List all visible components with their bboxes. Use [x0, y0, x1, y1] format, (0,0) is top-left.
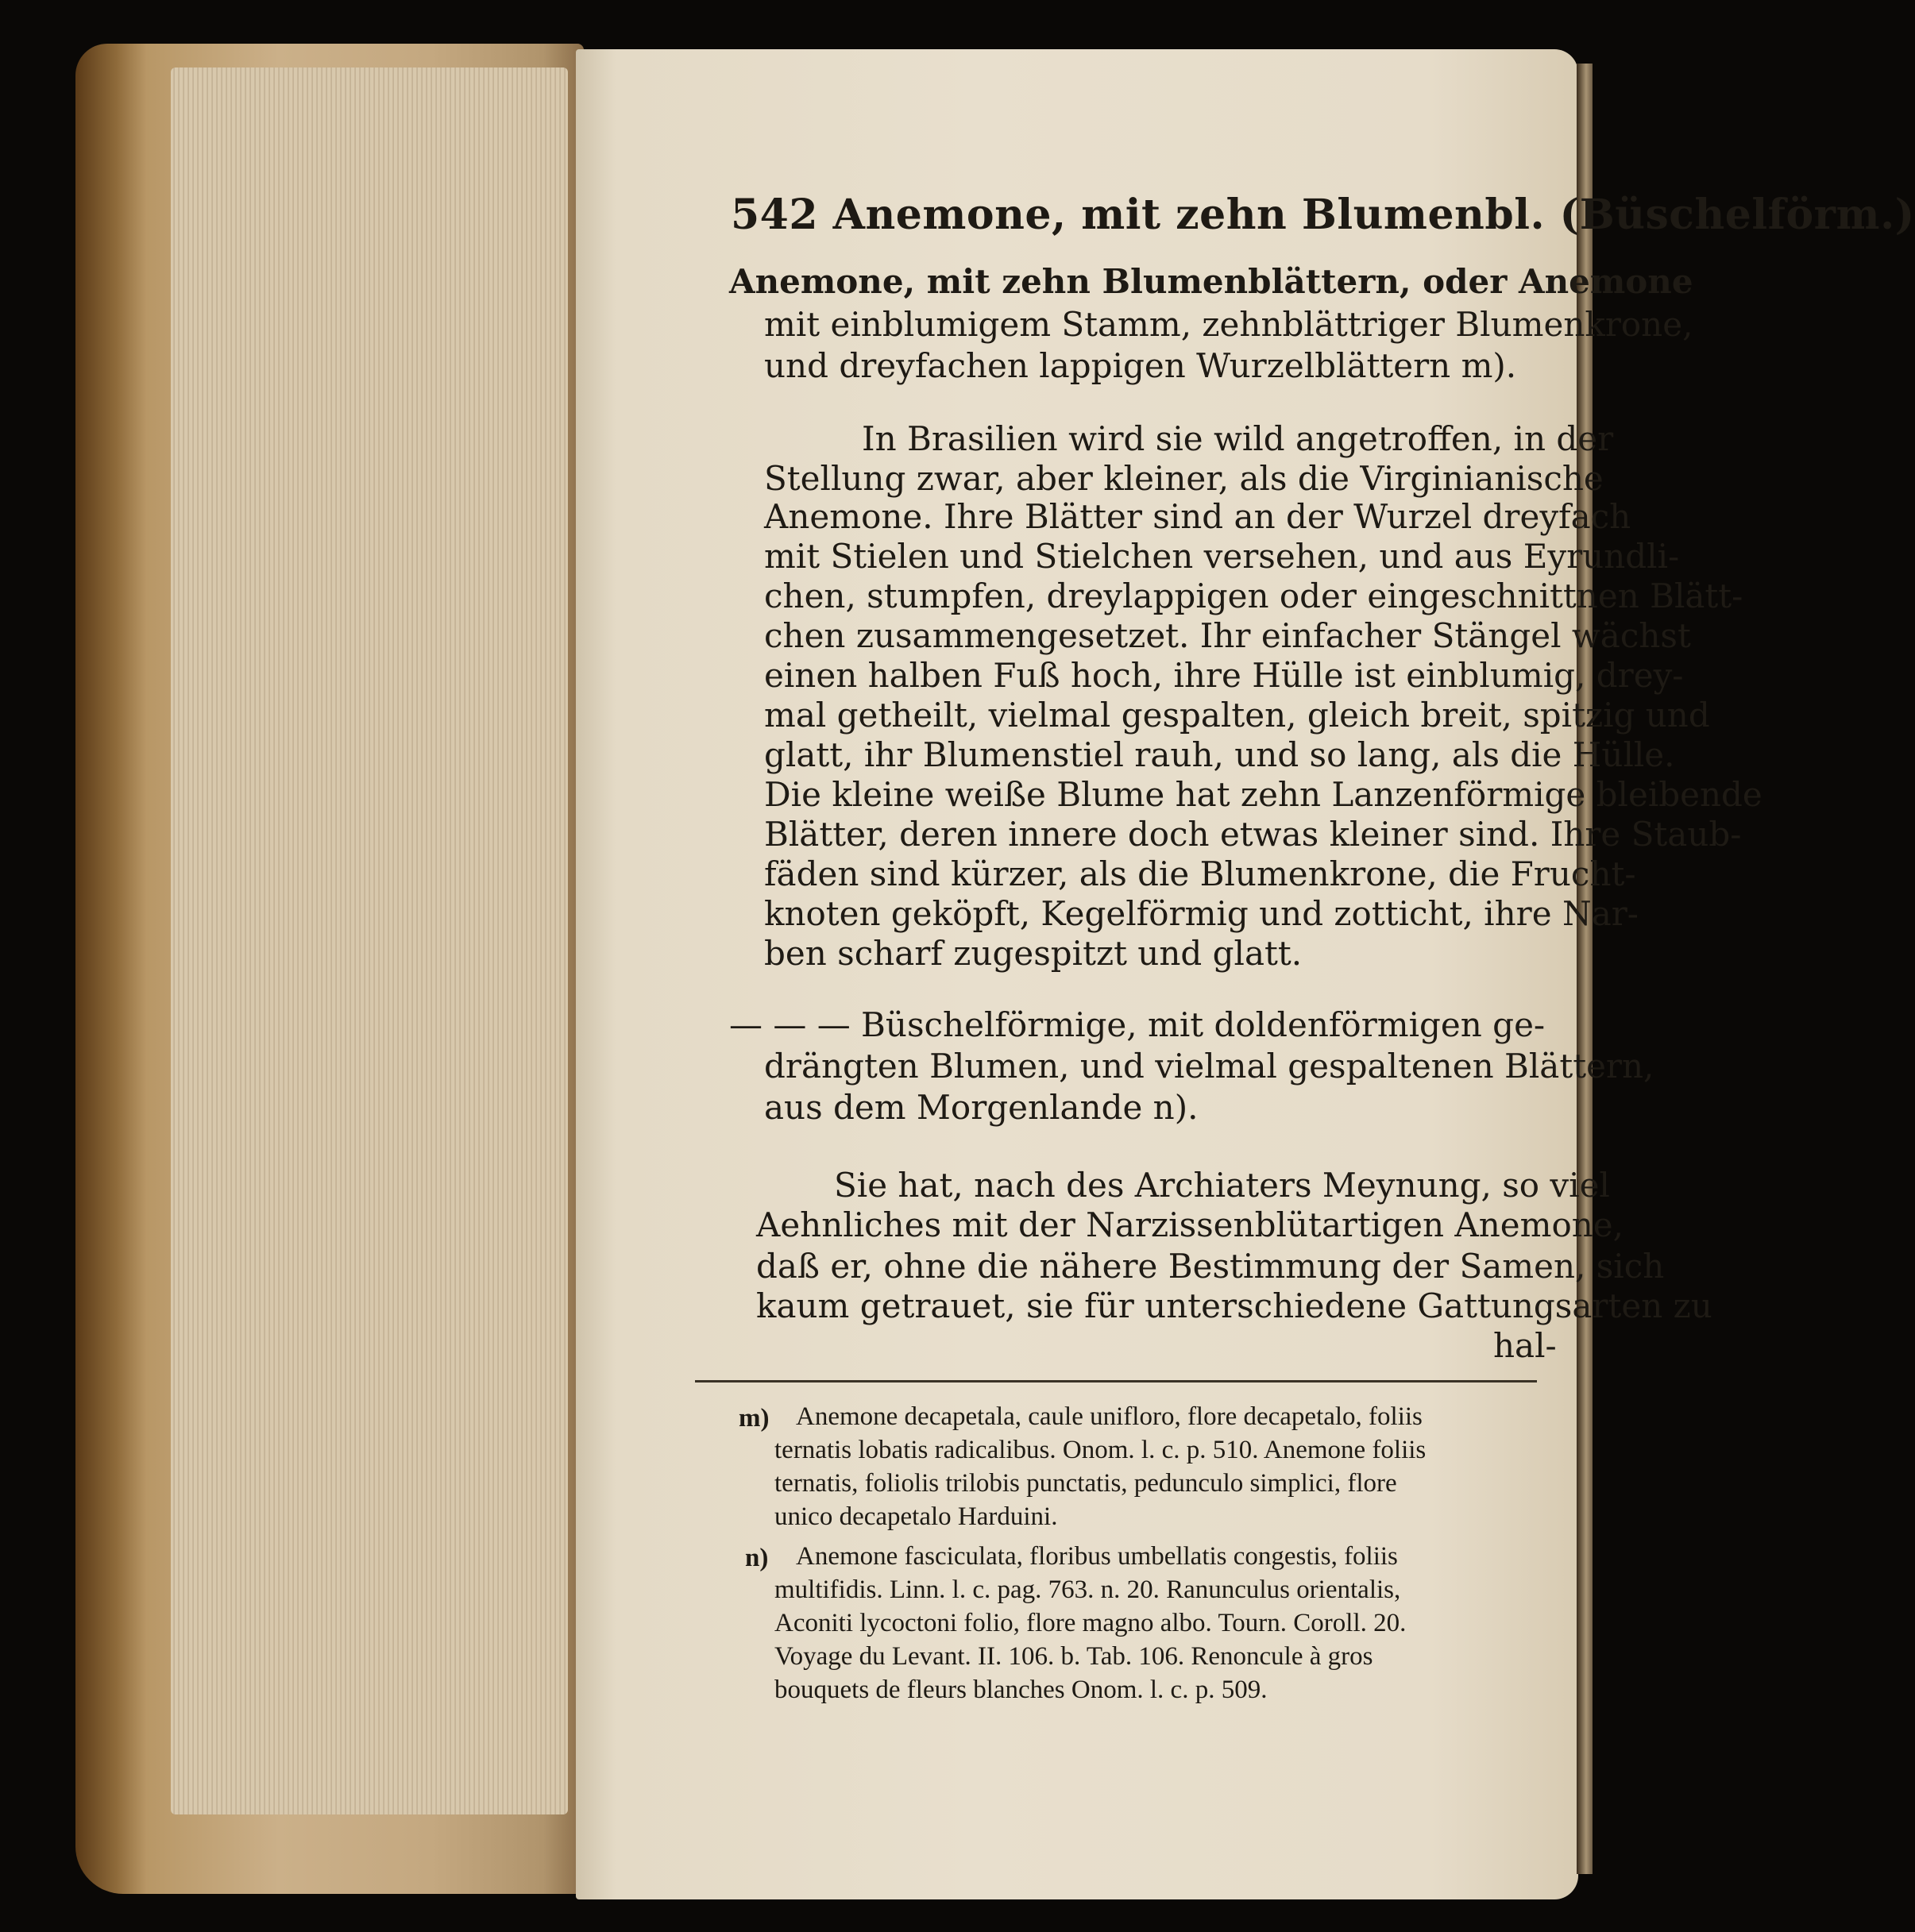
footnote-m-label: m) — [739, 1404, 770, 1433]
paragraph-3-line-2: drängten Blumen, und vielmal gespaltenen Blättern, — [764, 1047, 1654, 1086]
paragraph-2-line-9: glatt, ihr Blumenstiel rauh, und so lang, als die Hülle. — [764, 735, 1675, 774]
footnote-m-line-1: Anemone decapetala, caule unifloro, flore decapetalo, foliis — [796, 1402, 1423, 1431]
paragraph-1-line-2: mit einblumigem Stamm, zehnblättriger Blumenkrone, — [764, 305, 1693, 344]
paragraph-3-line-1: — — — Büschelförmige, mit doldenförmigen ge- — [729, 1005, 1546, 1044]
paragraph-3-line-3: aus dem Morgenlande n). — [764, 1088, 1199, 1127]
running-head: 542 Anemone, mit zehn Blumenbl. (Büschelförm.) — [731, 191, 1915, 239]
paragraph-2-line-4: mit Stielen und Stielchen versehen, und aus Eyrundli- — [764, 537, 1680, 576]
footnote-m-line-3: ternatis, foliolis trilobis punctatis, pedunculo simplici, flore — [774, 1469, 1397, 1498]
paragraph-2-line-3: Anemone. Ihre Blätter sind an der Wurzel dreyfach — [764, 497, 1631, 536]
paragraph-2-line-10: Die kleine weiße Blume hat zehn Lanzenförmige bleibende — [764, 775, 1762, 814]
footnote-n-line-5: bouquets de fleurs blanches Onom. l. c. p. 509. — [774, 1676, 1268, 1704]
footnote-n-label: n) — [745, 1544, 769, 1572]
paragraph-4-line-1: Sie hat, nach des Archiaters Meynung, so viel — [834, 1166, 1610, 1205]
footnote-n-line-1: Anemone fasciculata, floribus umbellatis congestis, foliis — [796, 1542, 1398, 1571]
paragraph-4-line-3: daß er, ohne die nähere Bestimmung der Samen, sich — [756, 1247, 1665, 1286]
paragraph-2-line-14: ben scharf zugespitzt und glatt. — [764, 934, 1303, 973]
footnote-m-line-4: unico decapetalo Harduini. — [774, 1502, 1058, 1531]
paragraph-2-line-7: einen halben Fuß hoch, ihre Hülle ist einblumig, drey- — [764, 656, 1684, 695]
paragraph-2-line-13: knoten geköpft, Kegelförmig und zotticht, ihre Nar- — [764, 894, 1639, 933]
paragraph-2-line-6: chen zusammengesetzet. Ihr einfacher Stängel wächst — [764, 616, 1691, 655]
paragraph-2-line-5: chen, stumpfen, dreylappigen oder eingeschnittnen Blätt- — [764, 577, 1743, 615]
page-stack — [171, 67, 568, 1814]
paragraph-2-line-12: fäden sind kürzer, als die Blumenkrone, die Frucht- — [764, 854, 1636, 893]
paragraph-2-line-11: Blätter, deren innere doch etwas kleiner sind. Ihre Staub- — [764, 815, 1742, 854]
paragraph-4-line-2: Aehnliches mit der Narzissenblütartigen Anemone, — [756, 1205, 1624, 1244]
footnote-m-line-2: ternatis lobatis radicalibus. Onom. l. c. p. 510. Anemone foliis — [774, 1436, 1427, 1464]
paragraph-2-line-2: Stellung zwar, aber kleiner, als die Virginianische — [764, 459, 1604, 498]
paragraph-2-line-1: In Brasilien wird sie wild angetroffen, in der — [862, 419, 1614, 458]
catchword: hal- — [1493, 1326, 1557, 1365]
footnote-n-line-3: Aconiti lycoctoni folio, flore magno albo. Tourn. Coroll. 20. — [774, 1609, 1407, 1637]
paragraph-1-line-3: und dreyfachen lappigen Wurzelblättern m). — [764, 346, 1517, 385]
paragraph-4-line-4: kaum getrauet, sie für unterschiedene Gattungsarten zu — [756, 1286, 1712, 1325]
footnote-rule — [695, 1380, 1537, 1382]
paragraph-2-line-8: mal getheilt, vielmal gespalten, gleich breit, spitzig und — [764, 696, 1710, 735]
footnote-n-line-4: Voyage du Levant. II. 106. b. Tab. 106. Renoncule à gros — [774, 1642, 1373, 1671]
footnote-n-line-2: multifidis. Linn. l. c. pag. 763. n. 20. Ranunculus orientalis, — [774, 1575, 1401, 1604]
paragraph-1-line-1: Anemone, mit zehn Blumenblättern, oder Anemone — [729, 262, 1693, 301]
